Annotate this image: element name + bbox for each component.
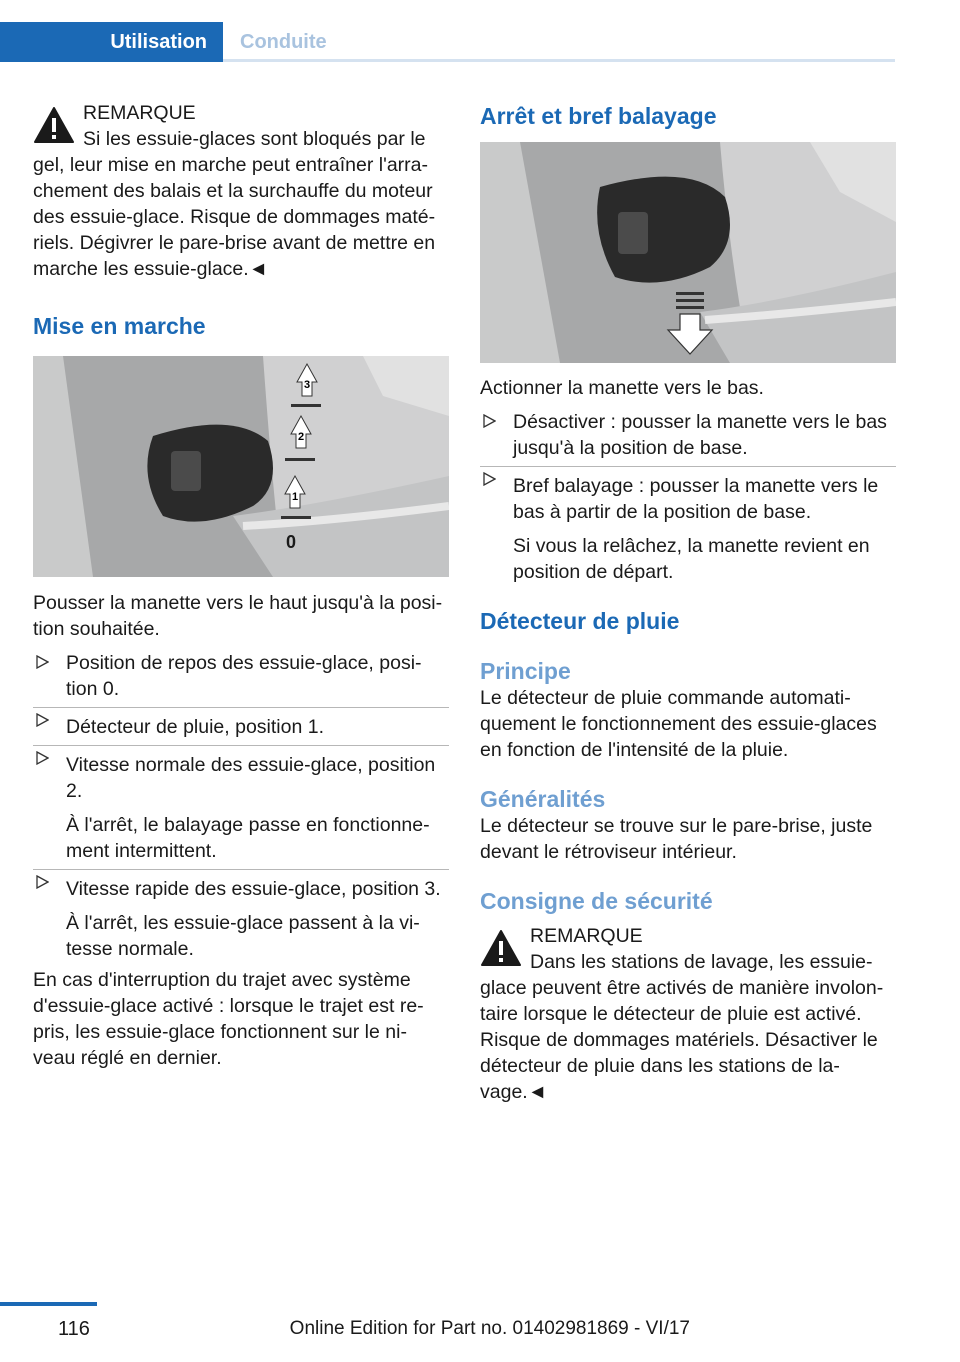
- list-item-subtext: Si vous la relâchez, la manette revient en position de départ.: [513, 535, 870, 583]
- list-item-text: Vitesse normale des essuie-glace, position 2.: [66, 754, 436, 802]
- list-item: [33, 707, 449, 740]
- heading-mise-en-marche: Mise en marche: [33, 313, 206, 339]
- position-list: [33, 650, 449, 962]
- heading-arret-bref-balayage: Arrêt et bref balayage: [480, 103, 717, 129]
- warning-text: Dans les stations de lavage, les essuie-glace peuvent être activés de manière involon-taire lorsque le détecteur de pluie est activé. Risque de dommages matériels. Désactiver le détecteur de pluie dans les stations de la-vage.◄: [480, 951, 884, 1103]
- list-item-text: Position de repos des essuie-glace, posi-tion 0.: [66, 652, 422, 700]
- warning-note: [33, 100, 449, 282]
- subheading-generalites: Généralités: [480, 786, 606, 812]
- list-item: [480, 466, 896, 585]
- tab-divider: [223, 59, 895, 62]
- generalites-text: Le détecteur se trouve sur le pare-brise, juste devant le rétroviseur intérieur.: [480, 815, 873, 863]
- principe-text: Le détecteur de pluie commande automati-quement le fonctionnement des essuie-glaces en fonction de l'intensité de la pluie.: [480, 687, 877, 761]
- position-label: 3: [303, 379, 311, 391]
- subheading-consigne-securite: Consigne de sécurité: [480, 888, 713, 914]
- list-item: [33, 869, 449, 962]
- triangle-right-icon: [482, 414, 496, 428]
- warning-triangle-icon: [480, 929, 522, 967]
- edition-text: Online Edition for Part no. 01402981869 - VI/17: [289, 1318, 690, 1339]
- wiper-stalk-down-image: [480, 142, 896, 363]
- tab-utilisation[interactable]: Utilisation: [0, 22, 223, 62]
- triangle-right-icon: [35, 713, 49, 727]
- triangle-right-icon: [35, 751, 49, 765]
- wiper-stalk-up-image: [33, 356, 449, 577]
- left-column: [33, 100, 449, 1071]
- warning-title: REMARQUE: [530, 925, 643, 947]
- action-list: [480, 409, 896, 585]
- list-item-subtext: À l'arrêt, les essuie-glace passent à la vi-tesse normale.: [66, 912, 420, 960]
- triangle-right-icon: [482, 472, 496, 486]
- list-item: [33, 650, 449, 702]
- position-label: 2: [297, 431, 305, 443]
- list-item: [480, 409, 896, 461]
- instruction-text: Actionner la manette vers le bas.: [480, 377, 764, 399]
- warning-note: [480, 923, 896, 1105]
- list-item-text: Vitesse rapide des essuie-glace, position 3.: [66, 878, 441, 900]
- instruction-text: Pousser la manette vers le haut jusqu'à la posi-tion souhaitée.: [33, 592, 443, 640]
- warning-triangle-icon: [33, 106, 75, 144]
- footer-rule: [0, 1302, 97, 1306]
- warning-title: REMARQUE: [83, 102, 196, 124]
- list-item-text: Détecteur de pluie, position 1.: [66, 716, 324, 738]
- position-label: 1: [291, 491, 299, 503]
- triangle-right-icon: [35, 655, 49, 669]
- page-number: 116: [58, 1318, 90, 1340]
- right-column: [480, 100, 896, 1105]
- list-item-text: Désactiver : pousser la manette vers le bas jusqu'à la position de base.: [513, 411, 887, 459]
- heading-detecteur-de-pluie: Détecteur de pluie: [480, 608, 680, 634]
- list-item: [33, 745, 449, 864]
- triangle-right-icon: [35, 875, 49, 889]
- chapter-tabs: [0, 22, 895, 62]
- position-label: 0: [285, 532, 297, 552]
- warning-text: Si les essuie-glaces sont bloqués par le gel, leur mise en marche peut entraîner l'arra-chement des balais et la surchauffe du moteur des essuie-glace. Risque de dommages maté-riels. Dégivrer le pare-brise avant de mettre en marche les essuie-glace.◄: [33, 128, 436, 280]
- subheading-principe: Principe: [480, 658, 571, 684]
- list-item-text: Bref balayage : pousser la manette vers le bas à partir de la position de base.: [513, 475, 879, 523]
- tab-conduite[interactable]: Conduite: [240, 31, 327, 53]
- interruption-note: En cas d'interruption du trajet avec système d'essuie-glace activé : lorsque le trajet est re-pris, les essuie-glace fonctionnent sur le ni-veau réglé en dernier.: [33, 969, 424, 1069]
- list-item-subtext: À l'arrêt, le balayage passe en fonctionne-ment intermittent.: [66, 814, 430, 862]
